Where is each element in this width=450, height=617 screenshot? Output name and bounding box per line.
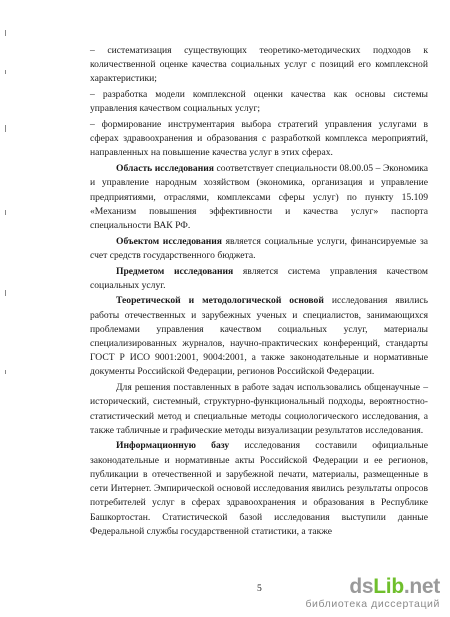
bold-term: Предметом исследования [116,265,234,277]
paragraph-text: соответствует специальности 08.00.05 – Экономика и управление народным хозяйством (экономика, организация и управление предприятиями, отраслями, комплексами сферы услуг) по пункту 15.109 «Механизм повышения эффективности и качества услуг» паспорта специальности ВАК РФ. [90,163,428,231]
paragraph [90,381,428,438]
bold-term: Область исследования [116,163,214,175]
paragraph [90,44,428,87]
watermark-net: .net [403,575,440,598]
paragraph [90,118,428,161]
paragraph-text: – разработка модели комплексной оценки качества как основы системы управления качеством социальных услуг; [90,89,428,115]
body-text [90,44,428,539]
watermark-subtitle: библиотека диссертаций [305,598,440,610]
paragraph [90,439,428,538]
paragraph-text: – систематизация существующих теоретико-методических подходов к количественной оценке качества социальных услуг с позиций его комплексной характеристики; [90,45,428,85]
paragraph [90,235,428,263]
bold-term: Информационную базу [116,440,230,452]
paragraph-text: Для решения поставленных в работе задач использовались общенаучные – исторический, системный, структурно-функциональный подходы, вероятностно-статистический метод и специальные методы социологического исследования, а также табличные и графические методы визуализации результатов исследования. [90,382,428,436]
binding-marks [2,30,12,450]
watermark-logo [305,576,440,610]
paragraph [90,88,428,116]
paragraph [90,294,428,379]
bold-term: Теоретической и методологической основой [116,295,324,307]
paragraph-text: исследования составили официальные законодательные и нормативные акты Российской Федерации и ее регионов, публикации в отечественной и зарубежной печати, материалы, размещенные в сети Интернет. Эмпирической основой исследования явились результаты опросов потребителей услуг в сферах здравоохранения и образования в Республике Башкортостан. Статистической базой исследования выступили данные Федеральной службы государственной статистики, а также [90,440,428,537]
paragraph-text: является социальные услуги, финансируемые за счет средств государственного бюджета. [90,235,428,261]
watermark-ds: ds [349,575,374,598]
paragraph [90,162,428,233]
bold-term: Объектом исследования [116,235,222,247]
paragraph-text: – формирование инструментария выбора стратегий управления услугами в сферах здравоохранения и образования с разработкой комплекса мероприятий, направленных на повышение качества услуг в этих сферах. [90,119,428,159]
paragraph-text: является система управления качеством социальных услуг. [90,265,428,291]
watermark-lib: Lib [373,575,404,598]
paragraph [90,265,428,293]
page-number: 5 [257,583,262,594]
paragraph-text: исследования явились работы отечественных и зарубежных ученых и специалистов, занимающихся проблемами управления качеством социальных услуг, материалы специализированных журналов, научно-практических конференций, стандарты ГОСТ Р ИСО 9001:2001, 9004:2001, а также законодательные и нормативные документы Российской Федерации, регионов Российской Федерации. [90,295,428,378]
